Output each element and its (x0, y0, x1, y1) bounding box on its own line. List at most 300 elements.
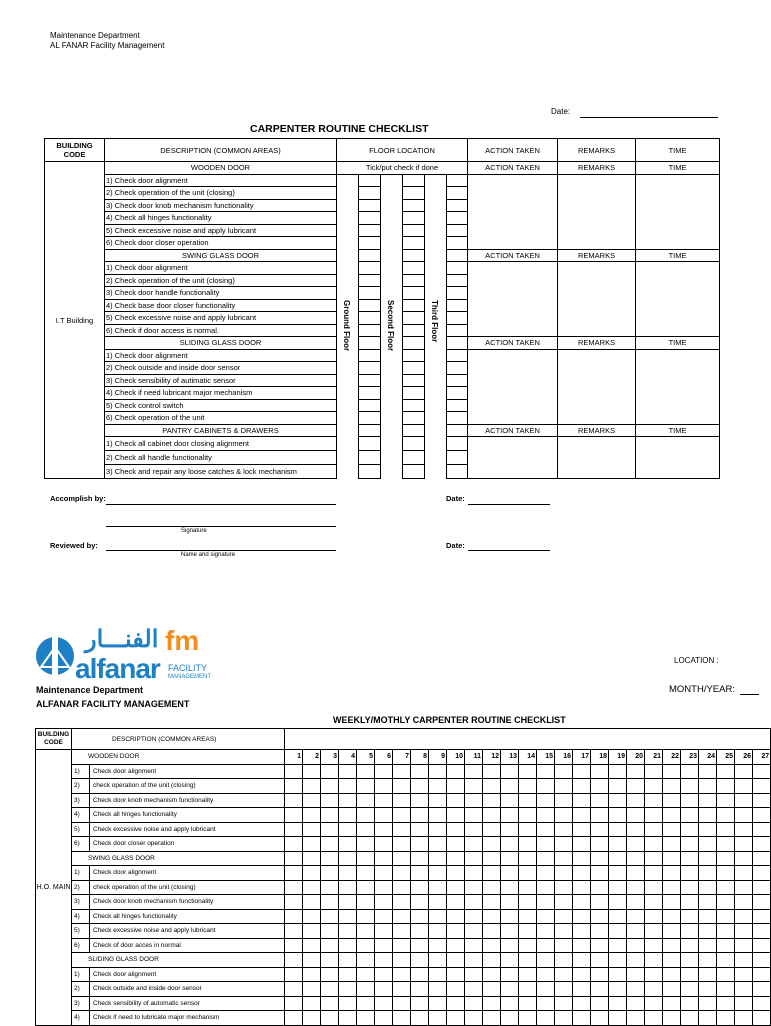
day-cell[interactable] (645, 953, 663, 968)
day-check-cell[interactable] (519, 837, 537, 852)
floor-label-cell[interactable] (337, 399, 359, 412)
floor-check-cell[interactable] (447, 437, 468, 451)
day-check-cell[interactable] (285, 837, 303, 852)
day-check-cell[interactable] (537, 880, 555, 895)
floor-label-cell[interactable] (381, 412, 403, 425)
day-check-cell[interactable] (429, 779, 447, 794)
day-check-cell[interactable] (699, 880, 717, 895)
day-check-cell[interactable] (627, 982, 645, 997)
day-check-cell[interactable] (735, 924, 753, 939)
day-check-cell[interactable] (411, 822, 429, 837)
floor-check-cell[interactable] (403, 362, 425, 375)
day-check-cell[interactable] (339, 967, 357, 982)
day-check-cell[interactable] (339, 779, 357, 794)
day-check-cell[interactable] (645, 996, 663, 1011)
day-check-cell[interactable] (303, 880, 321, 895)
day-check-cell[interactable] (465, 793, 483, 808)
day-check-cell[interactable] (501, 967, 519, 982)
floor-check-cell[interactable] (403, 451, 425, 465)
floor-label-cell[interactable] (425, 374, 447, 387)
day-check-cell[interactable] (537, 1011, 555, 1026)
day-check-cell[interactable] (501, 996, 519, 1011)
day-check-cell[interactable] (591, 924, 609, 939)
day-check-cell[interactable] (681, 822, 699, 837)
day-check-cell[interactable] (645, 808, 663, 823)
day-check-cell[interactable] (411, 982, 429, 997)
day-check-cell[interactable] (537, 967, 555, 982)
day-check-cell[interactable] (645, 924, 663, 939)
day-check-cell[interactable] (699, 808, 717, 823)
day-check-cell[interactable] (357, 967, 375, 982)
day-check-cell[interactable] (483, 793, 501, 808)
day-check-cell[interactable] (393, 982, 411, 997)
floor-cell[interactable] (403, 337, 425, 350)
action-taken-cell[interactable] (468, 174, 558, 249)
day-check-cell[interactable] (321, 996, 339, 1011)
day-check-cell[interactable] (519, 822, 537, 837)
floor-check-cell[interactable] (359, 387, 381, 400)
day-check-cell[interactable] (429, 895, 447, 910)
floor-cell[interactable] (403, 424, 425, 437)
day-check-cell[interactable] (609, 808, 627, 823)
day-check-cell[interactable] (699, 822, 717, 837)
day-check-cell[interactable] (285, 938, 303, 953)
day-cell[interactable] (357, 953, 375, 968)
day-check-cell[interactable] (753, 764, 771, 779)
day-check-cell[interactable] (465, 837, 483, 852)
day-check-cell[interactable] (393, 808, 411, 823)
floor-label-cell[interactable] (381, 465, 403, 479)
day-check-cell[interactable] (699, 793, 717, 808)
floor-check-cell[interactable] (403, 174, 425, 187)
day-cell[interactable] (393, 953, 411, 968)
day-check-cell[interactable] (393, 938, 411, 953)
day-cell[interactable] (357, 851, 375, 866)
day-check-cell[interactable] (339, 938, 357, 953)
day-check-cell[interactable] (501, 764, 519, 779)
remarks-cell[interactable] (558, 262, 636, 337)
floor-check-cell[interactable] (447, 174, 468, 187)
day-check-cell[interactable] (429, 1011, 447, 1026)
day-check-cell[interactable] (681, 779, 699, 794)
floor-label-cell[interactable] (337, 437, 359, 451)
day-check-cell[interactable] (717, 866, 735, 881)
floor-check-cell[interactable] (359, 187, 381, 200)
day-check-cell[interactable] (681, 996, 699, 1011)
day-check-cell[interactable] (591, 982, 609, 997)
day-check-cell[interactable] (753, 779, 771, 794)
day-check-cell[interactable] (483, 895, 501, 910)
day-check-cell[interactable] (609, 1011, 627, 1026)
day-check-cell[interactable] (537, 895, 555, 910)
floor-label-cell[interactable] (381, 262, 403, 275)
day-check-cell[interactable] (501, 808, 519, 823)
floor-label-cell[interactable] (381, 399, 403, 412)
day-check-cell[interactable] (735, 779, 753, 794)
day-check-cell[interactable] (555, 779, 573, 794)
day-check-cell[interactable] (753, 866, 771, 881)
day-check-cell[interactable] (681, 880, 699, 895)
day-check-cell[interactable] (573, 982, 591, 997)
day-check-cell[interactable] (285, 895, 303, 910)
day-cell[interactable] (393, 851, 411, 866)
day-check-cell[interactable] (285, 1011, 303, 1026)
floor-cell[interactable] (337, 249, 359, 262)
day-check-cell[interactable] (627, 909, 645, 924)
floor-label-cell[interactable] (337, 262, 359, 275)
floor-check-cell[interactable] (447, 212, 468, 225)
day-check-cell[interactable] (609, 895, 627, 910)
day-cell[interactable] (573, 953, 591, 968)
day-check-cell[interactable] (303, 866, 321, 881)
floor-check-cell[interactable] (359, 262, 381, 275)
day-check-cell[interactable] (519, 996, 537, 1011)
day-check-cell[interactable] (735, 1011, 753, 1026)
floor-check-cell[interactable] (359, 412, 381, 425)
day-check-cell[interactable] (753, 808, 771, 823)
floor-label-cell[interactable] (337, 362, 359, 375)
floor-check-cell[interactable] (447, 324, 468, 337)
day-check-cell[interactable] (735, 866, 753, 881)
day-check-cell[interactable] (627, 924, 645, 939)
day-check-cell[interactable] (483, 837, 501, 852)
floor-label-cell[interactable] (337, 451, 359, 465)
day-check-cell[interactable] (321, 764, 339, 779)
day-check-cell[interactable] (429, 764, 447, 779)
day-check-cell[interactable] (357, 982, 375, 997)
floor-cell[interactable] (381, 424, 403, 437)
day-check-cell[interactable] (681, 967, 699, 982)
day-check-cell[interactable] (699, 837, 717, 852)
day-check-cell[interactable] (465, 779, 483, 794)
day-check-cell[interactable] (519, 1011, 537, 1026)
floor-check-cell[interactable] (447, 465, 468, 479)
day-check-cell[interactable] (591, 909, 609, 924)
day-check-cell[interactable] (357, 779, 375, 794)
floor-check-cell[interactable] (359, 174, 381, 187)
day-check-cell[interactable] (483, 764, 501, 779)
day-check-cell[interactable] (555, 938, 573, 953)
floor-label-cell[interactable] (337, 412, 359, 425)
day-check-cell[interactable] (537, 909, 555, 924)
day-cell[interactable] (573, 851, 591, 866)
day-check-cell[interactable] (573, 866, 591, 881)
day-cell[interactable] (375, 953, 393, 968)
floor-label-cell[interactable] (425, 349, 447, 362)
floor-label-cell[interactable] (337, 199, 359, 212)
day-check-cell[interactable] (375, 866, 393, 881)
day-check-cell[interactable] (501, 895, 519, 910)
day-check-cell[interactable] (555, 837, 573, 852)
floor-label-cell[interactable] (337, 174, 359, 187)
day-check-cell[interactable] (447, 837, 465, 852)
floor-cell[interactable] (425, 424, 447, 437)
day-check-cell[interactable] (447, 779, 465, 794)
day-check-cell[interactable] (483, 909, 501, 924)
day-check-cell[interactable] (303, 1011, 321, 1026)
day-check-cell[interactable] (645, 1011, 663, 1026)
day-check-cell[interactable] (663, 909, 681, 924)
day-check-cell[interactable] (501, 866, 519, 881)
day-check-cell[interactable] (591, 822, 609, 837)
day-check-cell[interactable] (591, 793, 609, 808)
day-check-cell[interactable] (501, 938, 519, 953)
day-check-cell[interactable] (447, 880, 465, 895)
day-check-cell[interactable] (411, 808, 429, 823)
floor-label-cell[interactable] (337, 387, 359, 400)
floor-label-cell[interactable] (425, 199, 447, 212)
day-cell[interactable] (537, 953, 555, 968)
day-check-cell[interactable] (303, 924, 321, 939)
day-check-cell[interactable] (627, 822, 645, 837)
floor-cell[interactable] (403, 249, 425, 262)
day-cell[interactable] (753, 851, 771, 866)
floor-label-cell[interactable] (425, 451, 447, 465)
floor-check-cell[interactable] (447, 224, 468, 237)
day-check-cell[interactable] (483, 822, 501, 837)
day-check-cell[interactable] (429, 996, 447, 1011)
day-check-cell[interactable] (519, 779, 537, 794)
floor-label-cell[interactable] (337, 465, 359, 479)
day-check-cell[interactable] (627, 938, 645, 953)
day-check-cell[interactable] (429, 982, 447, 997)
day-cell[interactable] (465, 851, 483, 866)
floor-check-cell[interactable] (359, 312, 381, 325)
day-check-cell[interactable] (591, 779, 609, 794)
day-check-cell[interactable] (465, 822, 483, 837)
day-cell[interactable] (753, 953, 771, 968)
day-check-cell[interactable] (285, 822, 303, 837)
floor-cell[interactable] (359, 249, 381, 262)
floor-check-cell[interactable] (447, 374, 468, 387)
floor-cell[interactable] (337, 424, 359, 437)
day-check-cell[interactable] (339, 793, 357, 808)
day-check-cell[interactable] (501, 1011, 519, 1026)
day-check-cell[interactable] (699, 764, 717, 779)
floor-check-cell[interactable] (447, 451, 468, 465)
floor-check-cell[interactable] (403, 187, 425, 200)
day-check-cell[interactable] (699, 924, 717, 939)
floor-check-cell[interactable] (359, 374, 381, 387)
day-check-cell[interactable] (483, 967, 501, 982)
day-cell[interactable] (699, 851, 717, 866)
day-check-cell[interactable] (735, 764, 753, 779)
day-check-cell[interactable] (447, 982, 465, 997)
day-check-cell[interactable] (321, 808, 339, 823)
floor-check-cell[interactable] (359, 274, 381, 287)
day-check-cell[interactable] (303, 764, 321, 779)
floor-check-cell[interactable] (403, 299, 425, 312)
day-check-cell[interactable] (357, 996, 375, 1011)
floor-check-cell[interactable] (359, 299, 381, 312)
day-check-cell[interactable] (303, 967, 321, 982)
day-check-cell[interactable] (411, 895, 429, 910)
day-check-cell[interactable] (717, 779, 735, 794)
floor-cell[interactable] (447, 337, 468, 350)
floor-label-cell[interactable] (337, 237, 359, 250)
day-cell[interactable] (681, 953, 699, 968)
floor-check-cell[interactable] (447, 349, 468, 362)
day-check-cell[interactable] (537, 837, 555, 852)
day-check-cell[interactable] (717, 1011, 735, 1026)
day-check-cell[interactable] (339, 866, 357, 881)
day-check-cell[interactable] (393, 866, 411, 881)
day-check-cell[interactable] (645, 938, 663, 953)
day-check-cell[interactable] (447, 967, 465, 982)
day-check-cell[interactable] (375, 880, 393, 895)
day-cell[interactable] (519, 953, 537, 968)
floor-label-cell[interactable] (381, 174, 403, 187)
day-cell[interactable] (519, 851, 537, 866)
floor-check-cell[interactable] (403, 465, 425, 479)
day-check-cell[interactable] (339, 924, 357, 939)
day-check-cell[interactable] (627, 967, 645, 982)
day-check-cell[interactable] (555, 822, 573, 837)
day-check-cell[interactable] (357, 909, 375, 924)
day-check-cell[interactable] (555, 764, 573, 779)
floor-cell[interactable] (447, 249, 468, 262)
day-check-cell[interactable] (393, 1011, 411, 1026)
floor-label-cell[interactable] (381, 187, 403, 200)
day-check-cell[interactable] (591, 967, 609, 982)
day-check-cell[interactable] (681, 924, 699, 939)
day-check-cell[interactable] (411, 779, 429, 794)
day-check-cell[interactable] (285, 793, 303, 808)
day-check-cell[interactable] (429, 866, 447, 881)
day-check-cell[interactable] (537, 866, 555, 881)
floor-check-cell[interactable] (447, 399, 468, 412)
floor-label-cell[interactable] (425, 174, 447, 187)
day-check-cell[interactable] (447, 924, 465, 939)
day-check-cell[interactable] (411, 793, 429, 808)
floor-check-cell[interactable] (447, 287, 468, 300)
day-check-cell[interactable] (735, 880, 753, 895)
day-check-cell[interactable] (627, 895, 645, 910)
day-cell[interactable] (663, 953, 681, 968)
day-check-cell[interactable] (555, 982, 573, 997)
time-cell[interactable] (636, 437, 720, 479)
day-check-cell[interactable] (717, 880, 735, 895)
day-check-cell[interactable] (429, 938, 447, 953)
day-check-cell[interactable] (537, 822, 555, 837)
day-check-cell[interactable] (681, 982, 699, 997)
day-check-cell[interactable] (375, 808, 393, 823)
day-check-cell[interactable] (717, 837, 735, 852)
day-check-cell[interactable] (447, 1011, 465, 1026)
day-check-cell[interactable] (609, 982, 627, 997)
day-cell[interactable] (285, 851, 303, 866)
day-check-cell[interactable] (465, 764, 483, 779)
day-cell[interactable] (375, 851, 393, 866)
day-check-cell[interactable] (699, 938, 717, 953)
day-check-cell[interactable] (519, 866, 537, 881)
day-check-cell[interactable] (537, 793, 555, 808)
floor-check-cell[interactable] (403, 349, 425, 362)
day-cell[interactable] (717, 851, 735, 866)
day-cell[interactable] (429, 851, 447, 866)
day-cell[interactable] (555, 953, 573, 968)
day-check-cell[interactable] (429, 822, 447, 837)
day-check-cell[interactable] (645, 895, 663, 910)
day-check-cell[interactable] (699, 967, 717, 982)
day-check-cell[interactable] (753, 982, 771, 997)
remarks-cell[interactable] (558, 437, 636, 479)
day-check-cell[interactable] (573, 996, 591, 1011)
day-check-cell[interactable] (393, 779, 411, 794)
floor-check-cell[interactable] (359, 362, 381, 375)
day-cell[interactable] (699, 953, 717, 968)
day-check-cell[interactable] (645, 967, 663, 982)
day-check-cell[interactable] (411, 967, 429, 982)
day-check-cell[interactable] (357, 895, 375, 910)
day-check-cell[interactable] (753, 924, 771, 939)
day-check-cell[interactable] (501, 982, 519, 997)
day-check-cell[interactable] (591, 895, 609, 910)
day-cell[interactable] (411, 953, 429, 968)
day-check-cell[interactable] (357, 822, 375, 837)
day-check-cell[interactable] (591, 837, 609, 852)
day-check-cell[interactable] (537, 764, 555, 779)
floor-label-cell[interactable] (337, 224, 359, 237)
day-check-cell[interactable] (339, 822, 357, 837)
day-check-cell[interactable] (429, 909, 447, 924)
day-check-cell[interactable] (717, 967, 735, 982)
floor-label-cell[interactable] (337, 212, 359, 225)
day-check-cell[interactable] (663, 779, 681, 794)
day-check-cell[interactable] (447, 793, 465, 808)
day-cell[interactable] (627, 851, 645, 866)
floor-check-cell[interactable] (359, 465, 381, 479)
time-cell[interactable] (636, 174, 720, 249)
day-check-cell[interactable] (645, 764, 663, 779)
day-check-cell[interactable] (285, 967, 303, 982)
floor-check-cell[interactable] (403, 274, 425, 287)
floor-check-cell[interactable] (403, 199, 425, 212)
day-check-cell[interactable] (573, 967, 591, 982)
day-check-cell[interactable] (321, 822, 339, 837)
day-check-cell[interactable] (357, 938, 375, 953)
day-check-cell[interactable] (285, 924, 303, 939)
day-check-cell[interactable] (627, 764, 645, 779)
floor-cell[interactable] (425, 249, 447, 262)
day-check-cell[interactable] (609, 996, 627, 1011)
day-check-cell[interactable] (555, 808, 573, 823)
day-check-cell[interactable] (519, 938, 537, 953)
day-check-cell[interactable] (537, 924, 555, 939)
day-check-cell[interactable] (681, 938, 699, 953)
day-check-cell[interactable] (735, 996, 753, 1011)
day-check-cell[interactable] (717, 808, 735, 823)
day-check-cell[interactable] (393, 909, 411, 924)
date-field[interactable] (580, 117, 718, 118)
day-check-cell[interactable] (321, 909, 339, 924)
action-taken-cell[interactable] (468, 349, 558, 424)
day-check-cell[interactable] (717, 793, 735, 808)
day-check-cell[interactable] (537, 938, 555, 953)
day-check-cell[interactable] (339, 1011, 357, 1026)
day-check-cell[interactable] (303, 909, 321, 924)
day-check-cell[interactable] (663, 895, 681, 910)
floor-label-cell[interactable] (425, 237, 447, 250)
day-check-cell[interactable] (735, 967, 753, 982)
day-check-cell[interactable] (537, 779, 555, 794)
day-check-cell[interactable] (483, 982, 501, 997)
day-check-cell[interactable] (321, 982, 339, 997)
day-check-cell[interactable] (411, 996, 429, 1011)
day-check-cell[interactable] (375, 895, 393, 910)
floor-label-cell[interactable] (425, 274, 447, 287)
day-check-cell[interactable] (573, 895, 591, 910)
